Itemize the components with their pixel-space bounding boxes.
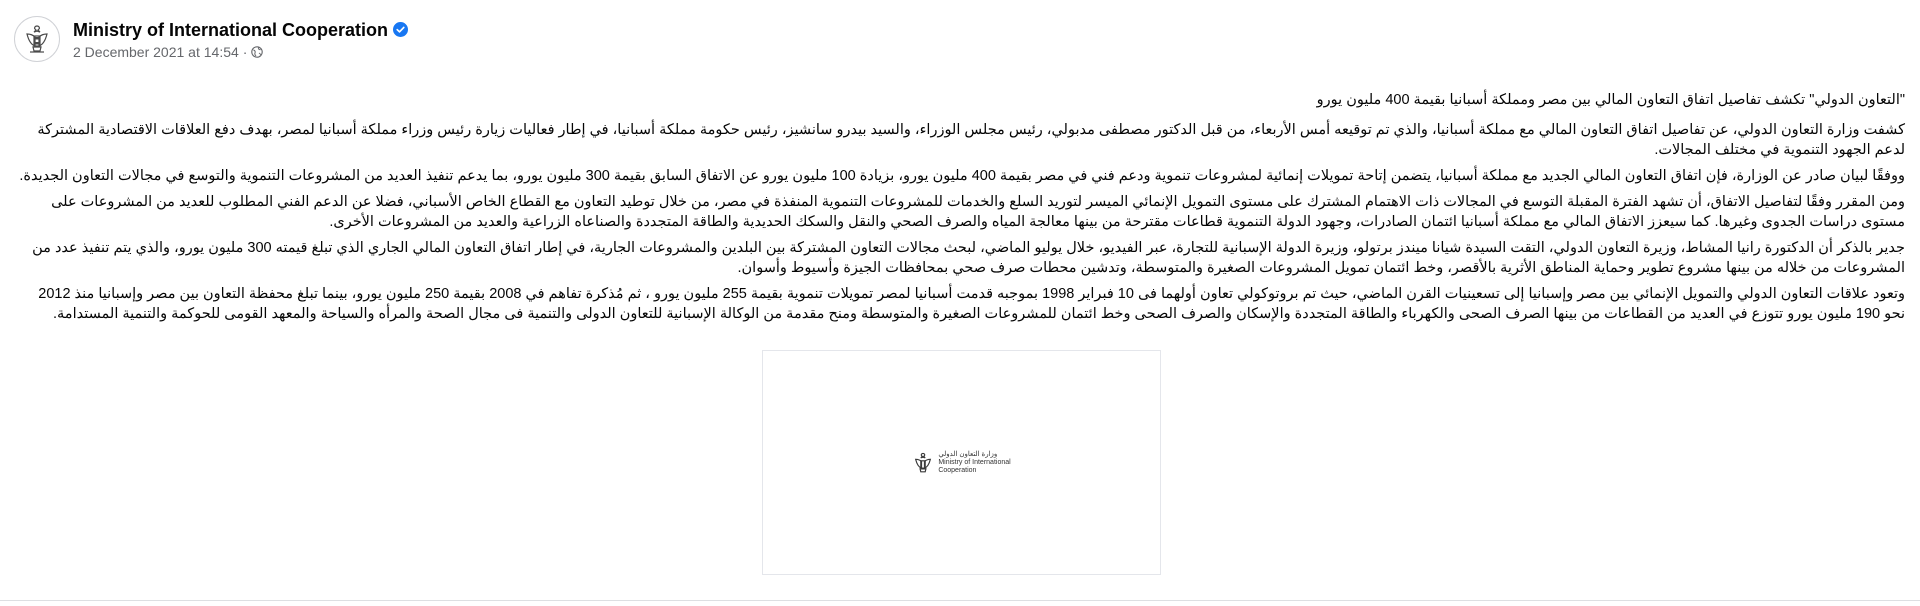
post-image[interactable] (762, 350, 1161, 575)
meta-separator: · (242, 43, 248, 60)
page-name-row (73, 19, 408, 41)
post-header-text (73, 19, 408, 60)
logo-text-english-line1: Ministry of International (938, 458, 1011, 466)
post-headline: "التعاون الدولي" تكشف تفاصيل اتفاق التعاون المالي بين مصر ومملكة أسبانيا بقيمة 400 مليون يورو (1316, 92, 1905, 108)
post-paragraph: وتعود علاقات التعاون الدولي والتمويل الإنمائي بين مصر وإسبانيا إلى تسعينيات القرن الماضي، حيث تم بروتوكولي تعاون أولهما فى 10 فبراير 1998 بموجبه قدمت أسبانيا لمصر تمويلات تنموية بقيمة 255 مليون يورو ، ثم مُذكرة تفاهم في 2008 بقيمة 250 مليون يورو، بينما تبلغ محفظة التعاون بين مصر وإسبانيا منذ 2012 نحو 190 مليون يورو تتوزع في العديد من القطاعات من بينها الصرف الصحى والكهرباء والطاقة المتجددة والإسكان والصرف الصحى وخط ائتمان للمشروعات الصغيرة والمتوسطة ومنح مقدمة من الوكالة الإسبانية للتعاون الدولى والتنمية فى مجال الصحة والمرأه والسياحة والمعهد القومى للحوكمة والتنمية المستدامة. (38, 286, 1905, 322)
ministry-logo (912, 450, 1010, 476)
page-name-link[interactable]: Ministry of International Cooperation (73, 19, 389, 40)
eagle-emblem-icon (22, 22, 52, 56)
post-paragraph: جدير بالذكر أن الدكتورة رانيا المشاط، وزيرة التعاون الدولي، التقت السيدة شيانا ميندز برتولو، وزيرة الدولة الإسبانية للتجارة، عبر الفيديو، خلال يوليو الماضي، لبحث مجالات التعاون المشتركة بين البلدين والمشروعات الجارية، في إطار اتفاق التعاون المالي الجاري الذي تبلغ قيمته 300 مليون يورو، والذي يتم تنفيذ عدد من المشروعات من خلاله من بينها مشروع تطوير وحماية المناطق الأثرية بالأقصر، وخط ائتمان تمويل المشروعات الصغيرة والمتوسطة، وتدشين محطات صرف صحي بمحافظات الجيزة وأسيوط وأسوان. (32, 240, 1905, 276)
post-timestamp-link[interactable]: 2 December 2021 at 14:54 (73, 43, 239, 60)
logo-text (938, 451, 1010, 475)
logo-text-arabic: وزارة التعاون الدولي (938, 450, 998, 458)
eagle-emblem-icon (912, 450, 934, 476)
post-paragraph: كشفت وزارة التعاون الدولي، عن تفاصيل اتفاق التعاون المالي مع مملكة أسبانيا، والذي تم توقيعه أمس الأربعاء، من قبل الدكتور مصطفى مدبولي، رئيس مجلس الوزراء، والسيد بيدرو سانشيز، رئيس حكومة مملكة أسبانيا، في إطار فعاليات زيارة رئيس وزراء مملكة أسبانيا لمصر، بهدف دفع العلاقات الاقتصادية المشتركة لدعم الجهود التنموية في مختلف المجالات. (37, 122, 1905, 158)
page-avatar[interactable] (14, 16, 60, 62)
post-meta (73, 44, 408, 60)
post-header (14, 14, 1907, 64)
post-divider (0, 600, 1920, 601)
globe-icon[interactable] (251, 46, 263, 58)
verified-badge-icon (393, 22, 408, 37)
post-body (14, 90, 1907, 324)
logo-text-english-line2: Cooperation (938, 466, 977, 474)
post-paragraph: ومن المقرر وفقًا لتفاصيل الاتفاق، أن تشهد الفترة المقبلة التوسع في المجالات ذات الاهتمام المشترك على مستوى التمويل الإنمائي الميسر لتوريد السلع والخدمات للمشروعات التنموية المنفذة في مصر، من خلال توطيد التعاون مع القطاع الخاص الأسباني، فضلا عن الدعم الفني المطلوب للعديد من المشروعات على مستوى دراسات الجدوى وغيرها. كما سيعزز الاتفاق المالي مع مملكة أسبانيا ائتمان الصادرات، وجهود الدولة التنموية قطاعات مقترحة من بينها معالجة المياه والصرف الصحي والنقل والسكك الحديدية والطاقة المتجددة والصناعاه الزراعية والعديد من المشروعات الأخرى. (51, 194, 1905, 230)
post-paragraph: ووفقًا لبيان صادر عن الوزارة، فإن اتفاق التعاون المالي الجديد مع مملكة أسبانيا، يتضمن إتاحة تمويلات إنمائية لمشروعات تنموية ودعم فني في مصر بقيمة 400 مليون يورو، بزيادة 100 مليون يورو عن الاتفاق السابق بقيمة 300 مليون يورو، بما يدعم تنفيذ العديد من المشروعات التنموية والتوسع في مجالات التعاون الجديدة. (19, 168, 1905, 184)
